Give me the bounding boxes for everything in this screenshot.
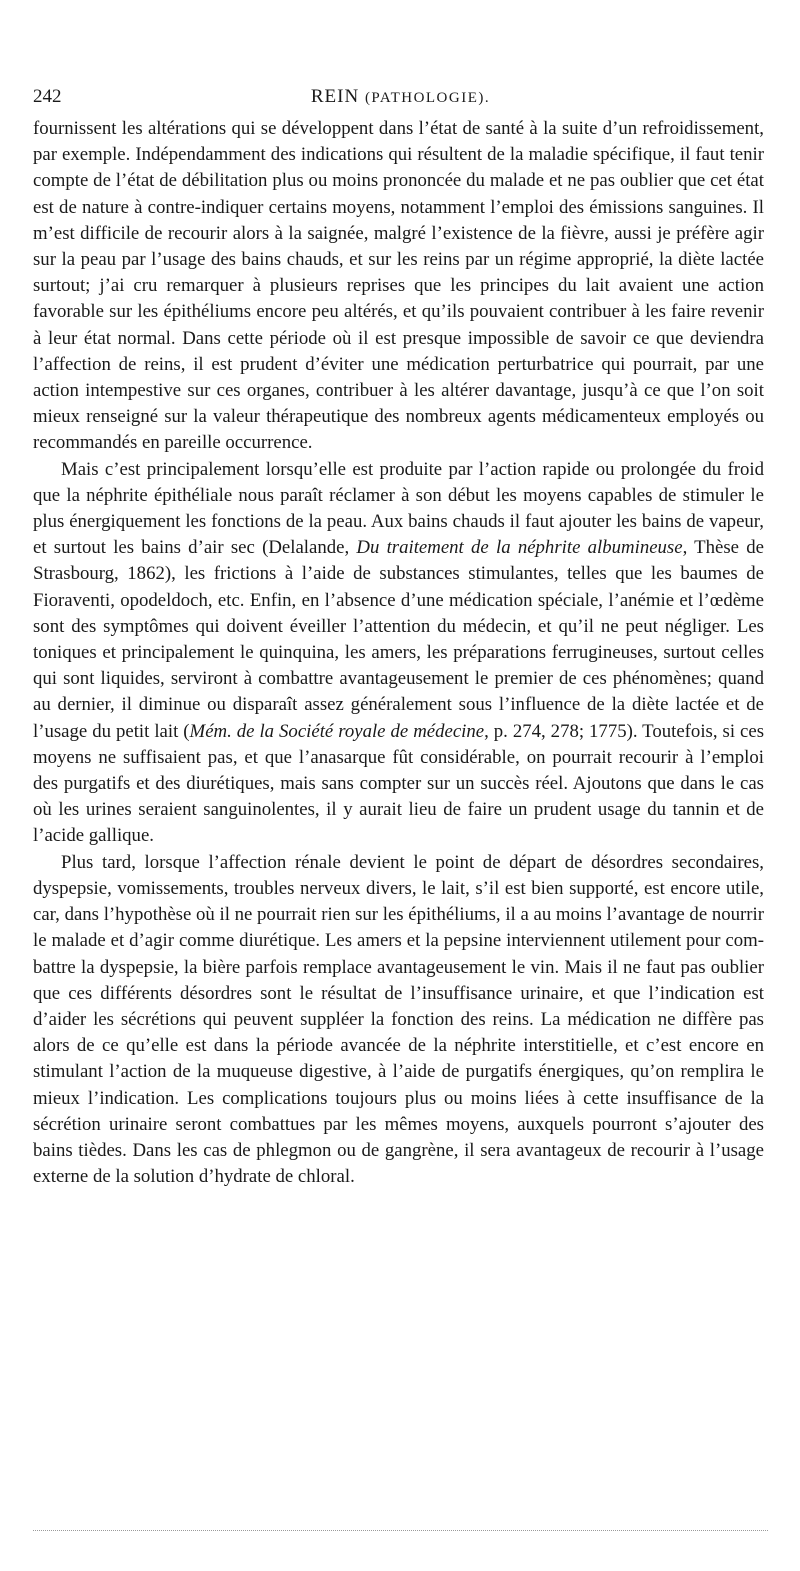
paragraph-2-text-a: Mais c’est principalement lorsqu’elle est produite par l’action rapide ou prolongée du froid que la néphrite épithéliale nous paraît réclamer à son début les moyens capables de stimuler le plus énergiquement les fonctions de la peau. Aux bains chauds il faut ajouter les bains de vapeur, et surtout les bains d’air sec (Delalande, [33,458,764,559]
paragraph-1 [33,116,764,457]
paragraph-3-text: Plus tard, lorsque l’affection rénale devient le point de départ de désordres secondaires, dyspepsie, vomissements, troubles nerveux divers, le lait, s’il est bien supporté, est encore utile, car, dans l’hypothèse où il ne pourrait rien sur les épithéliums, il a au moins l’avantage de nourrir le malade et d’agir comme diurétique. Les amers et la pepsine interviennent utilement pour combattre la dyspepsie, la bière parfois remplace avantageusement le vin. Mais il ne faut pas oublier que ces différents désordres sont le résultat de l’insuffisance urinaire, et que l’indication est d’aider les sécrétions qui peuvent suppléer la fonction des reins. La médication ne diffère pas alors de ce qu’elle est dans la période avancée de la néphrite interstitielle, et c’est encore en stimulant l’action de la muqueuse digestive, à l’aide de purgatifs énergiques, qu’on remplira le mieux l’indication. Les complications toujours plus ou moins liées à cette insuffisance de la sécrétion urinaire seront combattues par les mêmes moyens, auxquels pourront s’ajouter des bains tièdes. Dans les cas de phlegmon ou de gangrène, il sera avantageux de recourir à l’usage externe de la solution d’hydrate de chloral. [33,851,764,1188]
body-text [33,116,764,1190]
running-head [33,86,768,108]
running-title: REIN [310,86,360,107]
running-subtitle: (PATHOLOGIE). [364,90,491,106]
paragraph-2 [33,457,764,850]
citation-title-delalande: Du traitement de la néphrite albumineuse [356,537,683,559]
paragraph-1-text: fournissent les altérations qui se développent dans l’état de santé à la suite d’un refroidissement, par exemple. Indépendamment des indications qui résultent de la maladie spécifique, il faut tenir compte de l’état de débilitation plus ou moins prononcée du malade et ne pas oublier que cet état est de nature à contre-indiquer certains moyens, notamment l’emploi des émissions sanguines. Il m’est difficile de recourir alors à la saignée, malgré l’existence de la fièvre, aussi je préfère agir sur la peau par l’usage des bains chauds, et sur les reins par un régime approprié, la diète lactée surtout; j’ai cru remarquer à plusieurs reprises que les principes du lait avaient une action favorable sur les épithéliums encore peu altérés, et qu’ils pouvaient contribuer à les faire revenir à leur état normal. Dans cette période où il est presque impossible de savoir ce que deviendra l’affection de reins, il est prudent d’éviter une médication perturbatrice qui pourrait, par une action intempestive sur ces organes, contribuer à les altérer davantage, jusqu’à ce que l’on soit mieux renseigné sur la valeur thérapeutique des nombreux agents médicamenteux employés ou recommandés en pareille occurrence. [33,118,764,454]
paragraph-3 [33,850,764,1191]
paragraph-2-text-b: , Thèse de Strasbourg, 1862), les frictions à l’aide de substances stimulantes, telles que les baumes de Fioraventi, opodeldoch, etc. Enfin, en l’absence d’une médication spéciale, l’anémie et l’œdème sont des symptômes qui doivent éveiller l’attention du médecin, et qu’il ne peut négliger. Les toniques et principalement le quinquina, les amers, les préparations ferrugineuses, surtout celles qui sont liquides, serviront à combattre avantageusement le premier de ces phénomènes; quand au dernier, il diminue ou disparaît assez généralement sous l’influence de la diète lactée et de l’usage du petit lait ( [33,537,764,742]
footer-dotted-rule [33,1530,768,1531]
citation-title-memoires: Mém. de la Société royale de médecine [189,720,485,742]
page-number: 242 [33,86,62,107]
page-header [33,86,768,114]
paragraph-2-text-c: , p. 274, 278; 1775). Toutefois, si ces moyens ne suffisaient pas, et que l’anasarque fût considérable, on pourrait recourir à l’emploi des purgatifs et des diurétiques, mais sans compter sur un succès réel. Ajoutons que dans le cas où les urines seraient sanguinolentes, il y aurait lieu de faire un prudent usage du tannin et de l’acide gallique. [33,720,765,847]
